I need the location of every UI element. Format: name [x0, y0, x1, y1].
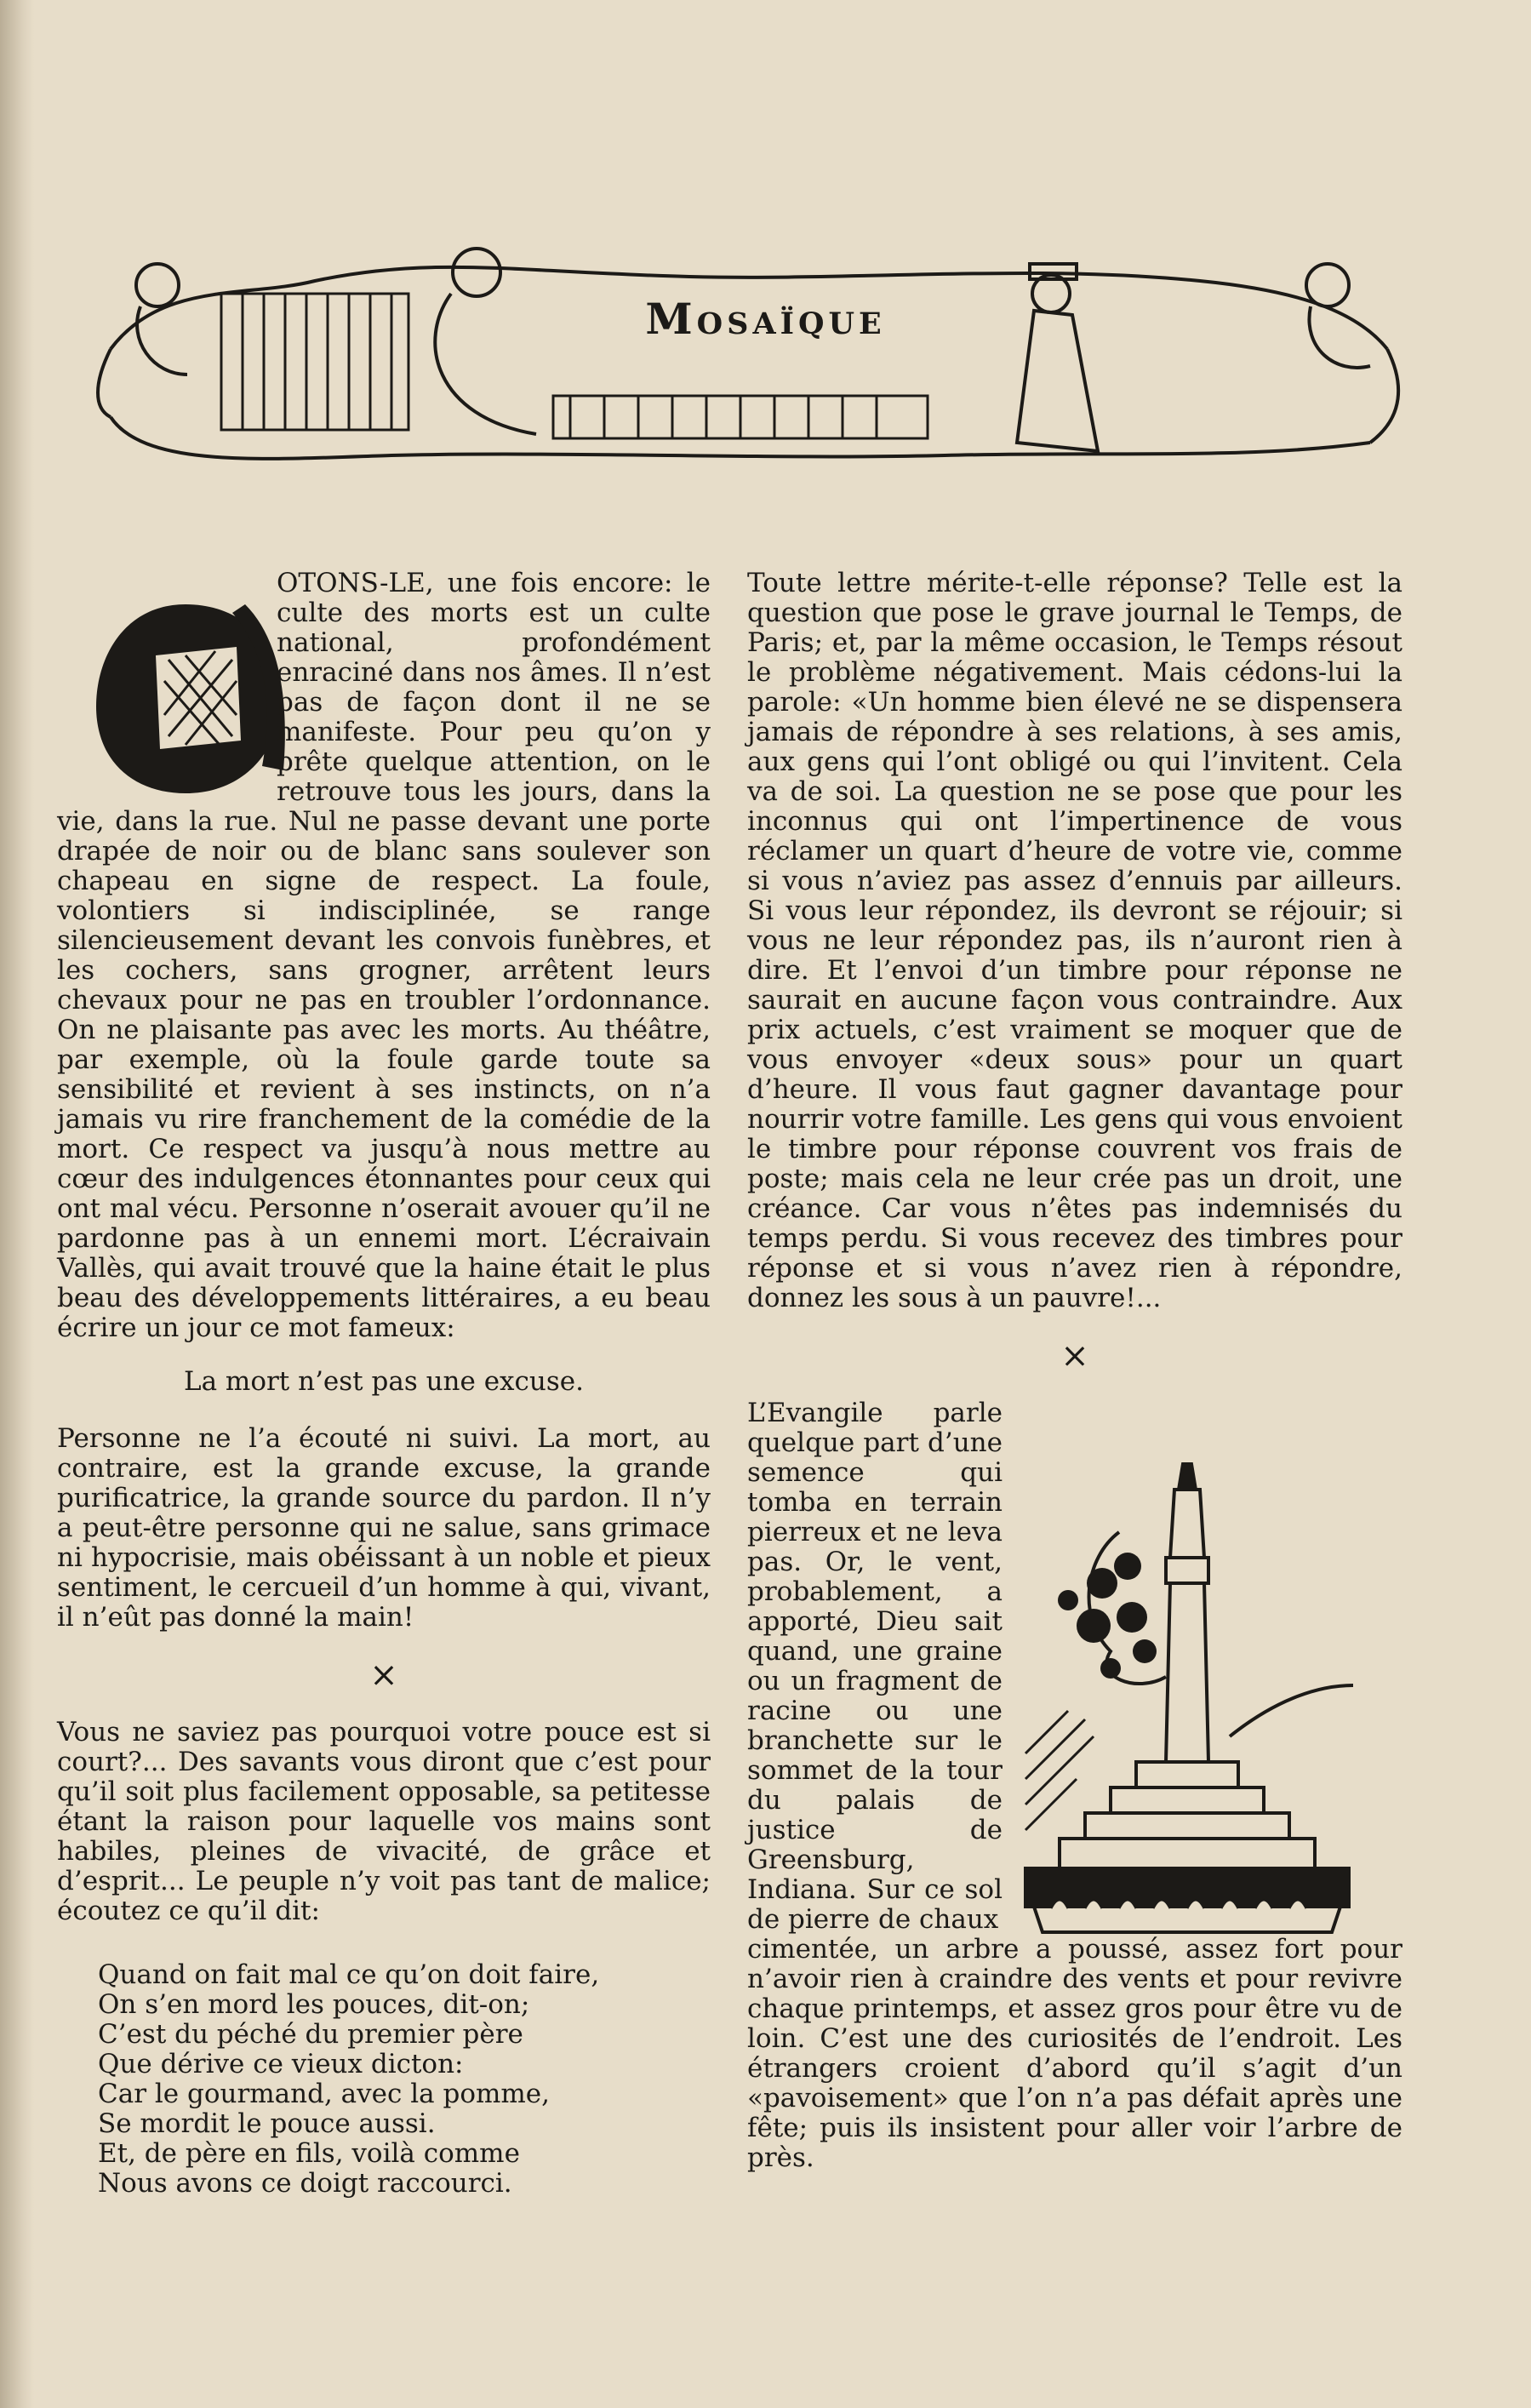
- poem-line: Se mordit le pouce aussi.: [98, 2108, 436, 2139]
- article4-narrow-text: L’Evangile parle quelque part d’une semence qui tomba en terrain pierreux et ne leva pas. Or, le vent, probablement, a apporté, Dieu sait quand, une graine ou un fragment de racine ou une branchette sur le sommet de la tour du palais de justice de Greensburg, Indiana. Sur ce sol de pierre de chaux: [747, 1398, 1003, 1935]
- poem-line: On s’en mord les pouces, dit-on;: [98, 1989, 530, 2020]
- article2-text: Vous ne saviez pas pourquoi votre pouce est si court?... Des savants vous diront que c’est pour qu’il soit plus facilement opposable, sa petitesse étant la raison pour laquelle vos mains sont habiles, pleines de vivacité, de grâce et d’esprit... Le peuple n’y voit pas tant de malice; écoutez ce qu’il dit:: [57, 1717, 711, 1926]
- poem: [98, 1960, 711, 2199]
- separator-cross: ×: [1060, 1336, 1089, 1376]
- article1-text: OTONS-LE, une fois encore: le culte des morts est un culte national, profondément enraciné dans nos âmes. Il n’est pas de façon dont il ne se manifeste. Pour peu qu’on y prête quelque attention, on le retrouve tous les jours, dans la vie, dans la rue. Nul ne passe devant une porte drapée de noir ou de blanc sans soulever son chapeau en signe de respect. La foule, volontiers si indisciplinée, se range silencieusement devant les convois funèbres, et les cochers, sans grogner, arrêtent leurs chevaux pour ne pas en troubler l’ordonnance. On ne plaisante pas avec les morts. Au théâtre, par exemple, où la foule garde toute sa sensibilité et revient à ses instincts, on n’a jamais vu rire franchement de la comédie de la mort. Ce respect va jusqu’à nous mettre au cœur des indulgences étonnantes pour ceux qui ont mal vécu. Personne n’oserait avouer qu’il ne pardonne pas à un ennemi mort. L’écraivain Vallès, qui avait trouvé que la haine était le plus beau des développements littéraires, a eu beau écrire un jour ce mot fameux:: [57, 568, 711, 1343]
- left-column: [57, 569, 711, 2199]
- article4-text: cimentée, un arbre a poussé, assez fort pour n’avoir rien à craindre des vents et pour revivre chaque printemps, et assez gros pour être vu de loin. C’est une des curiosités de l’endroit. Les étrangers croient d’abord qu’il s’agit d’un «pavoisement» que l’on n’a pas défait après une fête; puis ils insistent pour aller voir l’arbre de près.: [747, 1934, 1402, 2173]
- poem-line: Nous avons ce doigt raccourci.: [98, 2168, 512, 2199]
- poem-line: Que dérive ce vieux dicton:: [98, 2049, 464, 2079]
- drop-cap-space: [57, 569, 277, 798]
- poem-line: Car le gourmand, avec la pomme,: [98, 2079, 550, 2109]
- mosaique-banner-illustration: [94, 247, 1404, 502]
- page-edge-shadow: [0, 0, 34, 2408]
- article1-conclusion: Personne ne l’a écouté ni suivi. La mort, au contraire, est la grande excuse, la grande purificatrice, la grande source du pardon. Il n’y a peut-être personne qui ne salue, sans grimace ni hypocrisie, mais obéissant à un noble et pieux sentiment, le cercueil d’un homme à qui, vivant, il n’eût pas donné la main!: [57, 1423, 711, 1633]
- separator-cross: ×: [369, 1656, 398, 1695]
- courthouse-tower-tree-illustration: [1017, 1456, 1357, 1983]
- poem-line: Quand on fait mal ce qu’on doit faire,: [98, 1959, 600, 1990]
- poem-line: C’est du péché du premier père: [98, 2019, 523, 2050]
- article1-quote: La mort n’est pas une excuse.: [184, 1366, 584, 1397]
- page-title: Mosaïque: [645, 294, 886, 344]
- poem-line: Et, de père en fils, voilà comme: [98, 2138, 520, 2169]
- article3-text: Toute lettre mérite-t-elle réponse? Telle est la question que pose le grave journal le Temps, de Paris; et, par la même occasion, le Temps résout le problème négativement. Mais cédons-lui la parole: «Un homme bien élevé ne se dispensera jamais de répondre à ses relations, à ses amis, aux gens qui l’ont obligé ou qui l’invitent. Cela va de soi. La question ne se pose que pour les inconnus qui ont l’impertinence de vous réclamer un quart d’heure de votre vie, comme si vous n’aviez pas assez d’ennuis par ailleurs. Si vous leur répondez, ils devront se réjouir; si vous ne leur répondez pas, ils n’auront rien à dire. Et l’envoi d’un timbre pour réponse ne saurait en aucune façon vous contraindre. Aux prix actuels, c’est vraiment se moquer que de vous envoyer «deux sous» pour un quart d’heure. Il vous faut gagner davantage pour nourrir votre famille. Les gens qui vous envoient le timbre pour réponse couvrent vos frais de poste; mais cela ne leur crée pas un droit, une créance. Car vous n’êtes pas indemnisés du temps perdu. Si vous recevez des timbres pour réponse et si vous n’avez rien à répondre, donnez les sous à un pauvre!...: [747, 568, 1402, 1313]
